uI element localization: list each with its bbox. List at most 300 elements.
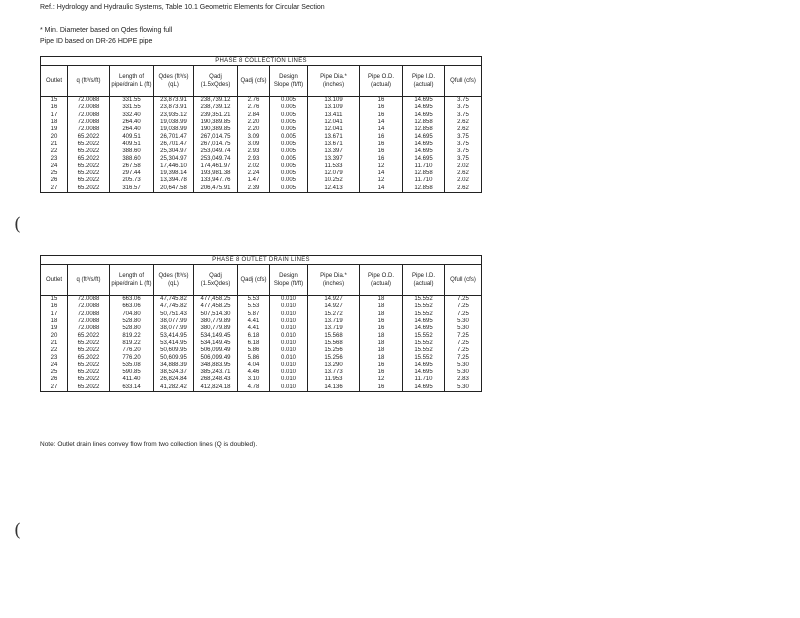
table-cell: 0.010	[270, 311, 308, 318]
table-cell: 7.25	[445, 347, 482, 354]
table-cell: 15.552	[403, 311, 445, 318]
table-cell: 18	[360, 347, 403, 354]
table-cell: 17,446.10	[154, 163, 194, 170]
table-row	[41, 332, 482, 339]
table-cell: 0.005	[270, 97, 308, 105]
table-cell: 388.60	[110, 148, 154, 155]
table-cell: 506,099.49	[194, 354, 238, 361]
table-cell: 50,751.43	[154, 311, 194, 318]
table-cell: 0.005	[270, 155, 308, 162]
table-cell: 253,049.74	[194, 155, 238, 162]
table-cell: 15.552	[403, 303, 445, 310]
table-cell: 0.010	[270, 384, 308, 392]
table-cell: 14.695	[403, 384, 445, 392]
table-row	[41, 163, 482, 170]
table-cell: 412,824.18	[194, 384, 238, 392]
table-cell: 205.73	[110, 177, 154, 184]
table-cell: 14.695	[403, 155, 445, 162]
table-cell: 19,398.14	[154, 170, 194, 177]
table-cell: 65.2022	[68, 155, 110, 162]
table-row	[41, 376, 482, 383]
table-cell: 72.0088	[68, 112, 110, 119]
table-cell: 16	[360, 362, 403, 369]
table-cell: 331.55	[110, 104, 154, 111]
column-header: Pipe O.D. (actual)	[360, 66, 403, 97]
table-cell: 13.671	[308, 133, 360, 140]
table-cell: 18	[41, 119, 68, 126]
table-cell: 11.710	[403, 163, 445, 170]
table-cell: 380,779.89	[194, 318, 238, 325]
table-row	[41, 112, 482, 119]
table-cell: 15.568	[308, 340, 360, 347]
table-cell: 4.04	[238, 362, 270, 369]
column-header: Design Slope (ft/ft)	[270, 66, 308, 97]
table-cell: 0.010	[270, 296, 308, 304]
table-row	[41, 177, 482, 184]
table-cell: 14.927	[308, 303, 360, 310]
collection-table-title: PHASE 8 COLLECTION LINES	[41, 57, 482, 66]
table-cell: 23	[41, 155, 68, 162]
table-cell: 385,243.71	[194, 369, 238, 376]
table-cell: 316.57	[110, 185, 154, 193]
table-cell: 72.0088	[68, 311, 110, 318]
table-cell: 10.252	[308, 177, 360, 184]
table-cell: 15.552	[403, 332, 445, 339]
column-header: Pipe Dia.* (inches)	[308, 265, 360, 296]
table-cell: 25,304.97	[154, 155, 194, 162]
table-cell: 190,389.85	[194, 119, 238, 126]
column-header: Design Slope (ft/ft)	[270, 265, 308, 296]
table-cell: 14.695	[403, 369, 445, 376]
table-cell: 267,014.75	[194, 141, 238, 148]
table-cell: 72.0088	[68, 97, 110, 105]
table-row	[41, 362, 482, 369]
table-cell: 2.20	[238, 119, 270, 126]
collection-header-row	[41, 66, 482, 97]
table-cell: 18	[360, 311, 403, 318]
table-cell: 2.39	[238, 185, 270, 193]
table-cell: 16	[360, 318, 403, 325]
table-cell: 16	[41, 303, 68, 310]
table-cell: 3.10	[238, 376, 270, 383]
table-cell: 268,248.43	[194, 376, 238, 383]
table-cell: 47,745.82	[154, 296, 194, 304]
table-cell: 5.30	[445, 369, 482, 376]
column-header: Qadj (cfs)	[238, 66, 270, 97]
table-row	[41, 303, 482, 310]
table-cell: 12.079	[308, 170, 360, 177]
table-cell: 0.010	[270, 325, 308, 332]
table-cell: 2.20	[238, 126, 270, 133]
column-header: Pipe I.D. (actual)	[403, 265, 445, 296]
table-cell: 7.25	[445, 296, 482, 304]
table-cell: 12	[360, 163, 403, 170]
table-cell: 507,514.30	[194, 311, 238, 318]
table-cell: 65.2022	[68, 347, 110, 354]
table-row	[41, 119, 482, 126]
table-cell: 18	[360, 332, 403, 339]
table-cell: 2.76	[238, 104, 270, 111]
table-cell: 13,394.78	[154, 177, 194, 184]
column-header: Qfull (cfs)	[445, 265, 482, 296]
table-cell: 535.08	[110, 362, 154, 369]
table-cell: 25	[41, 369, 68, 376]
table-cell: 332.40	[110, 112, 154, 119]
table-row	[41, 311, 482, 318]
column-header: Qdes (ft³/s) (qL)	[154, 265, 194, 296]
table-cell: 3.75	[445, 148, 482, 155]
table-cell: 14	[360, 126, 403, 133]
table-cell: 5.53	[238, 303, 270, 310]
table-cell: 13.719	[308, 318, 360, 325]
table-row	[41, 340, 482, 347]
table-cell: 12	[360, 177, 403, 184]
table-cell: 3.75	[445, 112, 482, 119]
table-cell: 133,947.76	[194, 177, 238, 184]
table-row	[41, 296, 482, 304]
table-cell: 65.2022	[68, 362, 110, 369]
table-cell: 15.256	[308, 347, 360, 354]
table-cell: 15.552	[403, 354, 445, 361]
table-cell: 5.53	[238, 296, 270, 304]
table-cell: 2.24	[238, 170, 270, 177]
table-row	[41, 170, 482, 177]
table-cell: 633.14	[110, 384, 154, 392]
table-cell: 267,014.75	[194, 133, 238, 140]
table-cell: 5.30	[445, 362, 482, 369]
table-cell: 819.22	[110, 340, 154, 347]
table-cell: 388.60	[110, 155, 154, 162]
table-cell: 18	[360, 296, 403, 304]
table-cell: 72.0088	[68, 296, 110, 304]
table-cell: 65.2022	[68, 148, 110, 155]
footer-note: Note: Outlet drain lines convey flow from two collection lines (Q is doubled).	[40, 441, 258, 448]
table-cell: 239,351.21	[194, 112, 238, 119]
table-cell: 13.773	[308, 369, 360, 376]
punch-hole-mark-icon: (	[14, 214, 22, 235]
table-cell: 18	[41, 318, 68, 325]
table-cell: 72.0088	[68, 325, 110, 332]
table-cell: 14.695	[403, 97, 445, 105]
table-cell: 206,475.91	[194, 185, 238, 193]
table-cell: 14.927	[308, 296, 360, 304]
outlet-table-title: PHASE 8 OUTLET DRAIN LINES	[41, 256, 482, 265]
table-row	[41, 325, 482, 332]
table-cell: 331.55	[110, 97, 154, 105]
outlet-drain-lines-table	[40, 255, 482, 392]
table-row	[41, 347, 482, 354]
table-cell: 2.62	[445, 170, 482, 177]
table-cell: 5.87	[238, 311, 270, 318]
table-cell: 14.695	[403, 325, 445, 332]
table-cell: 24	[41, 163, 68, 170]
table-cell: 264.40	[110, 126, 154, 133]
table-row	[41, 354, 482, 361]
table-cell: 11.533	[308, 163, 360, 170]
table-cell: 65.2022	[68, 340, 110, 347]
table-cell: 3.75	[445, 104, 482, 111]
table-cell: 12.858	[403, 126, 445, 133]
table-cell: 15.552	[403, 340, 445, 347]
table-cell: 25	[41, 170, 68, 177]
table-cell: 16	[360, 369, 403, 376]
table-cell: 23	[41, 354, 68, 361]
table-cell: 65.2022	[68, 133, 110, 140]
table-cell: 0.005	[270, 177, 308, 184]
table-cell: 20	[41, 332, 68, 339]
column-header: Qdes (ft³/s) (qL)	[154, 66, 194, 97]
table-cell: 2.76	[238, 97, 270, 105]
table-cell: 0.010	[270, 376, 308, 383]
table-cell: 18	[360, 354, 403, 361]
table-cell: 19,038.99	[154, 126, 194, 133]
table-cell: 13.290	[308, 362, 360, 369]
table-cell: 11.953	[308, 376, 360, 383]
column-header: Qfull (cfs)	[445, 66, 482, 97]
table-cell: 19	[41, 126, 68, 133]
table-cell: 238,739.12	[194, 97, 238, 105]
table-cell: 528.80	[110, 325, 154, 332]
table-cell: 0.005	[270, 163, 308, 170]
column-header: Outlet	[41, 66, 68, 97]
table-cell: 19,038.99	[154, 119, 194, 126]
table-cell: 14	[360, 185, 403, 193]
table-cell: 26,701.47	[154, 133, 194, 140]
table-cell: 27	[41, 185, 68, 193]
table-cell: 776.20	[110, 354, 154, 361]
table-cell: 409.51	[110, 133, 154, 140]
table-cell: 0.010	[270, 332, 308, 339]
table-cell: 65.2022	[68, 384, 110, 392]
column-header: Pipe O.D. (actual)	[360, 265, 403, 296]
table-cell: 2.83	[445, 376, 482, 383]
table-cell: 12.041	[308, 126, 360, 133]
table-cell: 819.22	[110, 332, 154, 339]
table-cell: 14.695	[403, 104, 445, 111]
table-cell: 7.25	[445, 303, 482, 310]
table-cell: 14	[360, 119, 403, 126]
table-cell: 6.18	[238, 332, 270, 339]
column-header: q (ft³/s/ft)	[68, 66, 110, 97]
table-cell: 0.010	[270, 340, 308, 347]
table-cell: 15.552	[403, 347, 445, 354]
table-cell: 15.256	[308, 354, 360, 361]
table-cell: 26	[41, 376, 68, 383]
table-cell: 2.62	[445, 119, 482, 126]
table-row	[41, 133, 482, 140]
table-cell: 65.2022	[68, 141, 110, 148]
table-cell: 3.75	[445, 97, 482, 105]
table-cell: 297.44	[110, 170, 154, 177]
table-cell: 12.041	[308, 119, 360, 126]
table-cell: 65.2022	[68, 354, 110, 361]
table-cell: 190,389.85	[194, 126, 238, 133]
table-row	[41, 369, 482, 376]
table-cell: 174,461.97	[194, 163, 238, 170]
table-cell: 663.06	[110, 303, 154, 310]
table-cell: 12	[360, 376, 403, 383]
table-cell: 14.695	[403, 141, 445, 148]
table-cell: 72.0088	[68, 303, 110, 310]
table-cell: 0.005	[270, 104, 308, 111]
table-cell: 50,609.95	[154, 347, 194, 354]
table-cell: 0.005	[270, 112, 308, 119]
table-cell: 590.85	[110, 369, 154, 376]
column-header: q (ft³/s/ft)	[68, 265, 110, 296]
table-cell: 14.695	[403, 362, 445, 369]
table-cell: 14.695	[403, 148, 445, 155]
table-cell: 534,149.45	[194, 332, 238, 339]
table-cell: 253,049.74	[194, 148, 238, 155]
table-cell: 22	[41, 148, 68, 155]
table-cell: 0.010	[270, 354, 308, 361]
table-cell: 22	[41, 347, 68, 354]
table-cell: 0.005	[270, 185, 308, 193]
table-cell: 53,414.95	[154, 340, 194, 347]
table-cell: 7.25	[445, 340, 482, 347]
min-diameter-note: * Min. Diameter based on Qdes flowing full	[40, 27, 173, 34]
table-cell: 2.93	[238, 155, 270, 162]
table-cell: 65.2022	[68, 376, 110, 383]
table-cell: 13.109	[308, 97, 360, 105]
table-row	[41, 97, 482, 105]
table-cell: 5.30	[445, 384, 482, 392]
column-header: Qadj (1.5xQdes)	[194, 66, 238, 97]
table-cell: 776.20	[110, 347, 154, 354]
table-cell: 267.58	[110, 163, 154, 170]
table-cell: 380,779.89	[194, 325, 238, 332]
table-row	[41, 126, 482, 133]
table-cell: 16	[360, 112, 403, 119]
table-cell: 7.25	[445, 332, 482, 339]
table-cell: 65.2022	[68, 332, 110, 339]
table-cell: 15	[41, 296, 68, 304]
table-cell: 3.09	[238, 141, 270, 148]
table-cell: 13.397	[308, 148, 360, 155]
table-cell: 25,304.97	[154, 148, 194, 155]
column-header: Qadj (cfs)	[238, 265, 270, 296]
table-cell: 15	[41, 97, 68, 105]
table-cell: 18	[360, 340, 403, 347]
table-cell: 663.06	[110, 296, 154, 304]
collection-lines-table	[40, 56, 482, 193]
table-cell: 2.02	[445, 163, 482, 170]
table-cell: 477,458.25	[194, 303, 238, 310]
table-cell: 2.02	[445, 177, 482, 184]
punch-hole-mark-icon: (	[14, 520, 22, 541]
table-cell: 20,647.58	[154, 185, 194, 193]
table-cell: 41,282.42	[154, 384, 194, 392]
table-cell: 72.0088	[68, 318, 110, 325]
collection-table-body	[41, 97, 482, 193]
table-cell: 65.2022	[68, 163, 110, 170]
table-cell: 477,458.25	[194, 296, 238, 304]
table-cell: 193,981.38	[194, 170, 238, 177]
table-cell: 5.86	[238, 347, 270, 354]
table-cell: 4.41	[238, 318, 270, 325]
table-cell: 12.858	[403, 170, 445, 177]
table-cell: 7.25	[445, 354, 482, 361]
table-cell: 12.858	[403, 119, 445, 126]
table-row	[41, 141, 482, 148]
table-cell: 4.78	[238, 384, 270, 392]
table-cell: 15.552	[403, 296, 445, 304]
column-header: Length of pipe/drain L (ft)	[110, 66, 154, 97]
table-cell: 65.2022	[68, 369, 110, 376]
table-cell: 53,414.95	[154, 332, 194, 339]
table-cell: 16	[360, 325, 403, 332]
table-cell: 65.2022	[68, 170, 110, 177]
table-cell: 26	[41, 177, 68, 184]
table-cell: 23,873.91	[154, 104, 194, 111]
table-cell: 1.47	[238, 177, 270, 184]
table-cell: 238,739.12	[194, 104, 238, 111]
table-cell: 0.005	[270, 133, 308, 140]
table-cell: 17	[41, 311, 68, 318]
table-cell: 11.710	[403, 376, 445, 383]
table-cell: 72.0088	[68, 126, 110, 133]
table-cell: 0.010	[270, 369, 308, 376]
table-cell: 26,824.84	[154, 376, 194, 383]
table-cell: 5.30	[445, 318, 482, 325]
table-cell: 65.2022	[68, 177, 110, 184]
table-cell: 0.005	[270, 170, 308, 177]
table-cell: 38,077.99	[154, 318, 194, 325]
outlet-header-row	[41, 265, 482, 296]
table-cell: 7.25	[445, 311, 482, 318]
column-header: Outlet	[41, 265, 68, 296]
table-cell: 16	[360, 133, 403, 140]
table-cell: 38,524.37	[154, 369, 194, 376]
table-cell: 21	[41, 340, 68, 347]
table-cell: 26,701.47	[154, 141, 194, 148]
table-cell: 23,935.12	[154, 112, 194, 119]
table-cell: 47,745.82	[154, 303, 194, 310]
table-cell: 16	[360, 104, 403, 111]
table-cell: 6.18	[238, 340, 270, 347]
table-cell: 5.30	[445, 325, 482, 332]
table-cell: 3.09	[238, 133, 270, 140]
table-cell: 409.51	[110, 141, 154, 148]
column-header: Pipe I.D. (actual)	[403, 66, 445, 97]
table-cell: 0.010	[270, 347, 308, 354]
table-cell: 348,883.95	[194, 362, 238, 369]
column-header: Length of pipe/drain L (ft)	[110, 265, 154, 296]
table-cell: 3.75	[445, 141, 482, 148]
table-row	[41, 155, 482, 162]
table-row	[41, 104, 482, 111]
table-cell: 14.695	[403, 112, 445, 119]
table-cell: 506,099.49	[194, 347, 238, 354]
table-cell: 14.695	[403, 133, 445, 140]
table-cell: 704.80	[110, 311, 154, 318]
table-cell: 18	[360, 303, 403, 310]
table-cell: 4.46	[238, 369, 270, 376]
table-cell: 0.005	[270, 126, 308, 133]
table-cell: 534,149.45	[194, 340, 238, 347]
table-cell: 16	[360, 155, 403, 162]
table-cell: 19	[41, 325, 68, 332]
table-cell: 15.568	[308, 332, 360, 339]
table-cell: 20	[41, 133, 68, 140]
outlet-table-body	[41, 296, 482, 392]
table-cell: 0.005	[270, 148, 308, 155]
table-cell: 2.84	[238, 112, 270, 119]
table-cell: 0.010	[270, 318, 308, 325]
table-cell: 264.40	[110, 119, 154, 126]
column-header: Qadj (1.5xQdes)	[194, 265, 238, 296]
table-cell: 14	[360, 170, 403, 177]
